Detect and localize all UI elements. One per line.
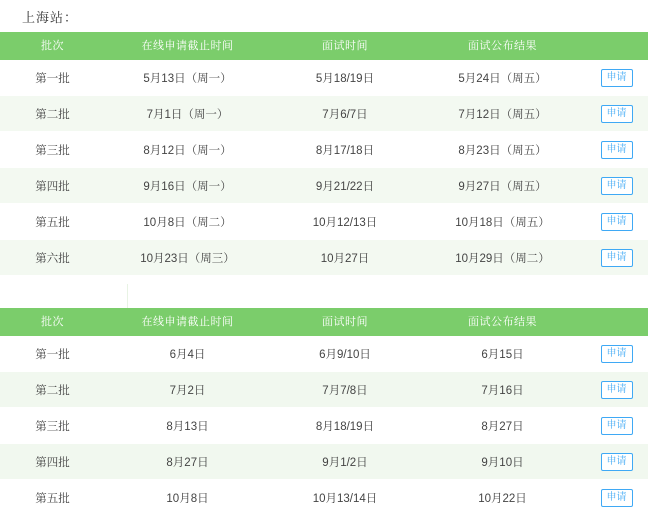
cell-interview: 7月7/8日 [270, 372, 420, 408]
cell-batch: 第二批 [0, 96, 105, 132]
table-row [0, 168, 648, 204]
cell-batch: 第三批 [0, 132, 105, 168]
table-body-shanghai [0, 60, 648, 276]
column-header-result: 面试公布结果 [420, 32, 585, 60]
cell-interview: 10月12/13日 [270, 204, 420, 240]
table-header-suzhou [0, 308, 648, 336]
schedule-table-suzhou [0, 308, 648, 516]
apply-button[interactable]: 申请 [601, 489, 633, 507]
cell-interview: 8月17/18日 [270, 132, 420, 168]
table-header-row [0, 32, 648, 60]
table-row [0, 60, 648, 96]
table-row [0, 204, 648, 240]
table-row [0, 132, 648, 168]
column-header-interview: 面试时间 [270, 32, 420, 60]
column-header-result: 面试公布结果 [420, 308, 585, 336]
cell-result: 9月27日（周五） [420, 168, 585, 204]
cell-batch: 第一批 [0, 60, 105, 96]
cell-interview: 9月21/22日 [270, 168, 420, 204]
cell-result: 7月12日（周五） [420, 96, 585, 132]
cell-deadline: 6月4日 [105, 336, 270, 372]
table-header-shanghai [0, 32, 648, 60]
apply-button[interactable]: 申请 [601, 69, 633, 87]
column-header-interview: 面试时间 [270, 308, 420, 336]
apply-button[interactable]: 申请 [601, 213, 633, 231]
cell-result: 10月29日（周二） [420, 240, 585, 276]
cell-deadline: 10月23日（周三） [105, 240, 270, 276]
cell-interview: 5月18/19日 [270, 60, 420, 96]
cell-result: 10月22日 [420, 480, 585, 516]
cell-result: 7月16日 [420, 372, 585, 408]
column-header-batch: 批次 [0, 308, 105, 336]
cell-deadline: 5月13日（周一） [105, 60, 270, 96]
cell-action [585, 60, 648, 96]
cell-interview: 10月27日 [270, 240, 420, 276]
cell-result: 5月24日（周五） [420, 60, 585, 96]
cell-deadline: 8月27日 [105, 444, 270, 480]
apply-button[interactable]: 申请 [601, 417, 633, 435]
cell-action [585, 444, 648, 480]
cell-batch: 第二批 [0, 372, 105, 408]
apply-button[interactable]: 申请 [601, 105, 633, 123]
cell-action [585, 168, 648, 204]
cell-action [585, 408, 648, 444]
apply-button[interactable]: 申请 [601, 381, 633, 399]
column-header-deadline: 在线申请截止时间 [105, 308, 270, 336]
cell-batch: 第四批 [0, 444, 105, 480]
cell-batch: 第五批 [0, 204, 105, 240]
cell-result: 8月27日 [420, 408, 585, 444]
table-row [0, 240, 648, 276]
cell-deadline: 7月2日 [105, 372, 270, 408]
cell-deadline: 8月12日（周一） [105, 132, 270, 168]
table-row [0, 408, 648, 444]
cell-action [585, 336, 648, 372]
schedule-table-shanghai [0, 32, 648, 276]
cell-interview: 9月1/2日 [270, 444, 420, 480]
cell-deadline: 7月1日（周一） [105, 96, 270, 132]
cell-batch: 第六批 [0, 240, 105, 276]
cell-interview: 6月9/10日 [270, 336, 420, 372]
cell-batch: 第四批 [0, 168, 105, 204]
apply-button[interactable]: 申请 [601, 345, 633, 363]
column-header-deadline: 在线申请截止时间 [105, 32, 270, 60]
cell-deadline: 10月8日 [105, 480, 270, 516]
cell-action [585, 372, 648, 408]
table-body-suzhou [0, 336, 648, 516]
table-header-row [0, 308, 648, 336]
cell-result: 9月10日 [420, 444, 585, 480]
column-header-action [585, 32, 648, 60]
apply-button[interactable]: 申请 [601, 177, 633, 195]
apply-button[interactable]: 申请 [601, 249, 633, 267]
cell-action [585, 204, 648, 240]
table-row [0, 444, 648, 480]
column-header-action [585, 308, 648, 336]
table-row [0, 480, 648, 516]
cell-result: 10月18日（周五） [420, 204, 585, 240]
cell-batch: 第五批 [0, 480, 105, 516]
cell-interview: 8月18/19日 [270, 408, 420, 444]
cell-action [585, 240, 648, 276]
cell-batch: 第三批 [0, 408, 105, 444]
cell-result: 6月15日 [420, 336, 585, 372]
schedule-table-suzhou-wrap [0, 308, 648, 516]
cell-action [585, 480, 648, 516]
cell-deadline: 8月13日 [105, 408, 270, 444]
schedule-table-shanghai-wrap [0, 32, 648, 276]
column-header-batch: 批次 [0, 32, 105, 60]
cell-action [585, 96, 648, 132]
table-row [0, 96, 648, 132]
cell-action [585, 132, 648, 168]
cell-interview: 10月13/14日 [270, 480, 420, 516]
section-title-shanghai: 上海站： [22, 10, 79, 25]
cell-batch: 第一批 [0, 336, 105, 372]
cell-result: 8月23日（周五） [420, 132, 585, 168]
apply-button[interactable]: 申请 [601, 453, 633, 471]
table-row [0, 336, 648, 372]
cell-deadline: 9月16日（周一） [105, 168, 270, 204]
table-row [0, 372, 648, 408]
apply-button[interactable]: 申请 [601, 141, 633, 159]
cell-interview: 7月6/7日 [270, 96, 420, 132]
cell-deadline: 10月8日（周二） [105, 204, 270, 240]
